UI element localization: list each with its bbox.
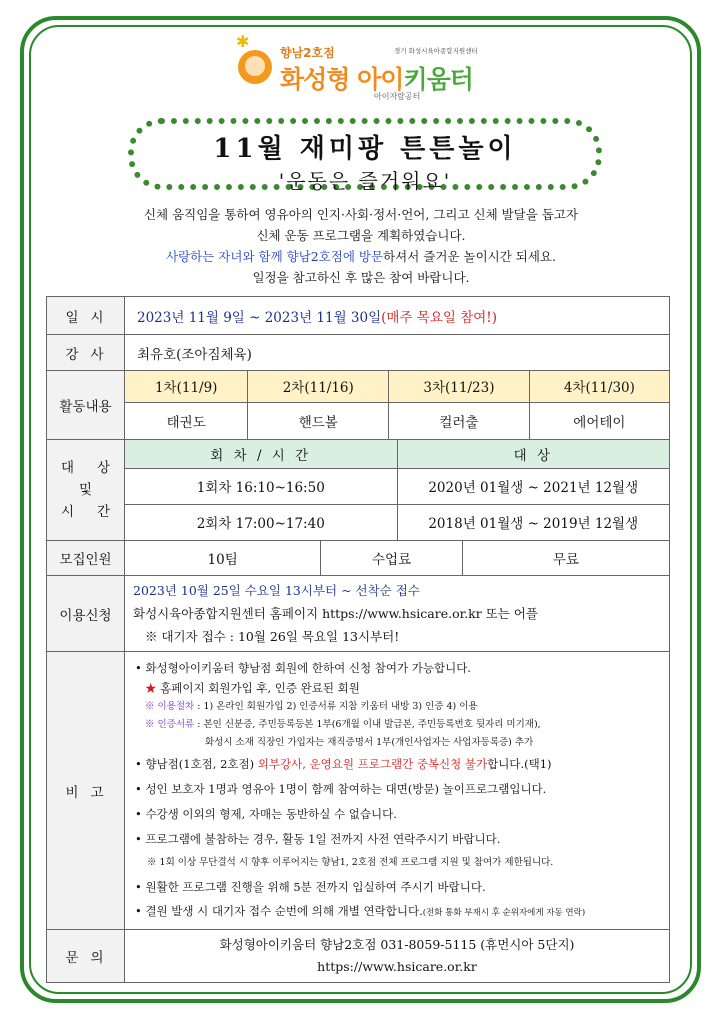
activities-row <box>47 371 670 440</box>
intro-text <box>56 204 666 288</box>
session-activity: 컬러출 <box>389 402 530 439</box>
session-activity: 에어테이 <box>529 402 669 439</box>
target-label: 대 상 및 시 간 <box>47 440 125 541</box>
logo-tagline: 아이자람공터 <box>374 92 421 101</box>
intro-line: 신체 운동 프로그램을 계획하였습니다. <box>256 228 466 243</box>
logo-branch: 향남2호점 <box>280 46 335 60</box>
recruit-value: 10팀 <box>125 541 321 575</box>
instructor-value: 최유호(조아짐체육) <box>125 335 670 371</box>
logo-name: 화성형 아이키움터 <box>280 65 473 94</box>
contact-value: 화성형아이키움터 향남2호점 031-8059-5115 (휴먼시아 5단지) https://www.hsicare.or.kr <box>125 930 670 983</box>
apply-label: 이용신청 <box>47 576 125 652</box>
fee-value: 무료 <box>552 552 579 568</box>
session-round: 2차(11/16) <box>248 371 389 402</box>
recruit-label: 모집인원 <box>47 541 125 576</box>
target-row <box>47 440 670 541</box>
target-header: 대 상 <box>397 440 669 468</box>
remarks-label: 비고 <box>47 652 125 930</box>
session-activity: 핸드볼 <box>248 402 389 439</box>
session-time: 1회차 16:10~16:50 <box>125 468 397 504</box>
page-subtitle: '운동은 즐거워요' <box>278 169 452 193</box>
session-time: 2회차 17:00~17:40 <box>125 504 397 540</box>
star-icon: ✱ <box>236 32 250 51</box>
schedule-value: 2023년 11월 9일 ~ 2023년 11월 30일(매주 목요일 참여!) <box>125 297 670 335</box>
activities-label: 활동내용 <box>47 371 125 440</box>
instructor-label: 강사 <box>47 335 125 371</box>
session-round: 4차(11/30) <box>529 371 669 402</box>
schedule-label: 일시 <box>47 297 125 335</box>
logo <box>236 32 486 104</box>
logo-org: 경기 화성시육아종합지원센터 <box>394 47 478 55</box>
remarks-row <box>47 652 670 930</box>
intro-line: 사랑하는 자녀와 함께 향남2호점에 방문하셔서 즐거운 놀이시간 되세요. <box>166 249 556 264</box>
session-target: 2020년 01월생 ~ 2021년 12월생 <box>397 468 669 504</box>
intro-line: 신체 움직임을 통하여 영유아의 인지·사회·정서·언어, 그리고 신체 발달을 돕고자 <box>143 207 579 222</box>
page-title: 11월 재미팡 튼튼놀이 <box>213 134 517 164</box>
remarks-value: • 화성형아이키움터 향남점 회원에 한하여 신청 참여가 가능합니다. ★ 홈페이지 회원가입 후, 인증 완료된 회원 ※ 이용절차 : 1) 온라인 회원가입 2) 인증서류 지참 키움터 내방 3) 인증 4) 이용 ※ 인증서류 : 본인 신분증, 주민등록등본 1부(6개월 이내 발급본, 주민등록번호 뒷자리 미기재), 화성시 소재 직장인 가입자는 재직증명서 1부(개인사업자는 사업자등록증) 추가 • 향남점(1호점, 2호점) 외부강사, 운영요원 프로그램간 중복신청 불가합니다.(택1) • 성인 보호자 1명과 영유아 1명이 함께 참여하는 대면(방문) 놀이프로그램입니다. • 수강생 이외의 형제, 자매는 동반하실 수 없습니다. • 프로그램에 불참하는 경우, 활동 1일 전까지 사전 연락주시기 바랍니다. ※ 1회 이상 무단결석 시 향후 이루어지는 향남1, 2호점 전체 프로그램 지원 및 참여가 제한됩니다. • 원활한 프로그램 진행을 위해 5분 전까지 입실하여 주시기 바랍니다. • 결원 발생 시 대기자 접수 순번에 의해 개별 연락합니다.(전화 통화 부재시 후 순위자에게 자동 연락) <box>125 652 670 930</box>
instructor-row <box>47 335 670 371</box>
target-table <box>125 440 669 540</box>
recruit-row <box>47 541 670 576</box>
intro-line: 일정을 참고하신 후 많은 참여 바랍니다. <box>252 270 470 285</box>
schedule-row <box>47 297 670 335</box>
activities-table <box>125 371 669 439</box>
apply-value: 2023년 10월 25일 수요일 13시부터 ~ 선착순 접수 화성시육아종합지원센터 홈페이지 https://www.hsicare.or.kr 또는 어플 ※ 대기자 접수 : 10월 26일 목요일 13시부터! <box>125 576 670 652</box>
session-round: 3차(11/23) <box>389 371 530 402</box>
session-target: 2018년 01월생 ~ 2019년 12월생 <box>397 504 669 540</box>
star-icon: ★ <box>145 681 157 695</box>
session-activity: 태권도 <box>125 402 248 439</box>
info-table <box>46 296 670 983</box>
title-box <box>128 118 602 193</box>
smiley-icon <box>238 50 272 84</box>
time-header: 회 차 / 시 간 <box>125 440 397 468</box>
contact-label: 문의 <box>47 930 125 983</box>
contact-row <box>47 930 670 983</box>
apply-row <box>47 576 670 652</box>
session-round: 1차(11/9) <box>125 371 248 402</box>
fee-label: 수업료 <box>321 541 462 575</box>
